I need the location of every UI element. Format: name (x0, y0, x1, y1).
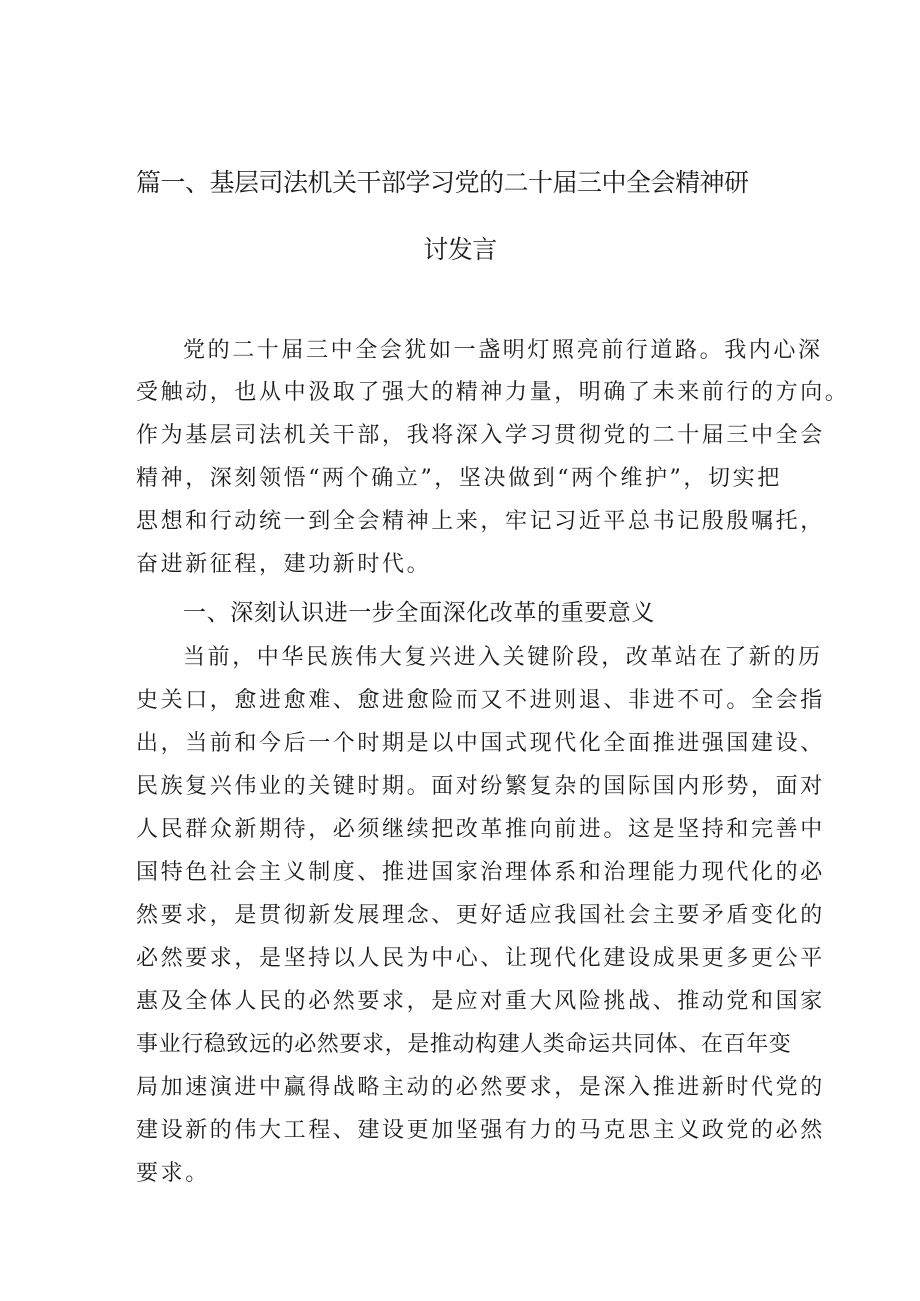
paragraph-line: 国特色社会主义制度、推进国家治理体系和治理能力现代化的必 (136, 860, 825, 885)
paragraph-line: 必然要求，是坚持以人民为中心、让现代化建设成果更多更公平 (136, 946, 825, 971)
paragraph-line: 建设新的伟大工程、建设更加坚强有力的马克思主义政党的必然 (136, 1118, 825, 1143)
paragraph-line: 出，当前和今后一个时期是以中国式现代化全面推进强国建设、 (136, 731, 825, 756)
paragraph-line: 受触动，也从中汲取了强大的精神力量，明确了未来前行的方向。 (136, 380, 850, 405)
paragraph-line: 然要求，是贯彻新发展理念、更好适应我国社会主要矛盾变化的 (136, 903, 825, 928)
paragraph-line: 精神，深刻领悟“两个确立”，坚决做到“两个维护”，切实把 (136, 466, 782, 491)
paragraph-line: 作为基层司法机关干部，我将深入学习贯彻党的二十届三中全会 (136, 423, 825, 448)
paragraph-line: 要求。 (136, 1161, 210, 1186)
document-title-line-1: 篇一、基层司法机关干部学习党的二十届三中全会精神研 (136, 168, 749, 197)
document-title-line-2: 讨发言 (423, 235, 497, 264)
paragraph-line: 当前，中华民族伟大复兴进入关键阶段，改革站在了新的历 (183, 645, 823, 670)
paragraph-line: 局加速演进中赢得战略主动的必然要求，是深入推进新时代党的 (136, 1075, 825, 1100)
paragraph-line: 人民群众新期待，必须继续把改革推向前进。这是坚持和完善中 (136, 817, 825, 842)
paragraph-line: 民族复兴伟业的关键时期。面对纷繁复杂的国际国内形势，面对 (136, 774, 825, 799)
paragraph-line: 思想和行动统一到全会精神上来，牢记习近平总书记殷殷嘱托， (136, 509, 825, 534)
paragraph-line: 党的二十届三中全会犹如一盏明灯照亮前行道路。我内心深 (183, 338, 823, 363)
paragraph-line: 奋进新征程，建功新时代。 (136, 552, 432, 577)
paragraph-line: 事业行稳致远的必然要求，是推动构建人类命运共同体、在百年变 (136, 1032, 792, 1057)
paragraph-line: 惠及全体人民的必然要求，是应对重大风险挑战、推动党和国家 (136, 989, 825, 1014)
paragraph-line: 史关口，愈进愈难、愈进愈险而又不进则退、非进不可。全会指 (136, 688, 825, 713)
section-heading-1: 一、深刻认识进一步全面深化改革的重要意义 (183, 600, 655, 626)
